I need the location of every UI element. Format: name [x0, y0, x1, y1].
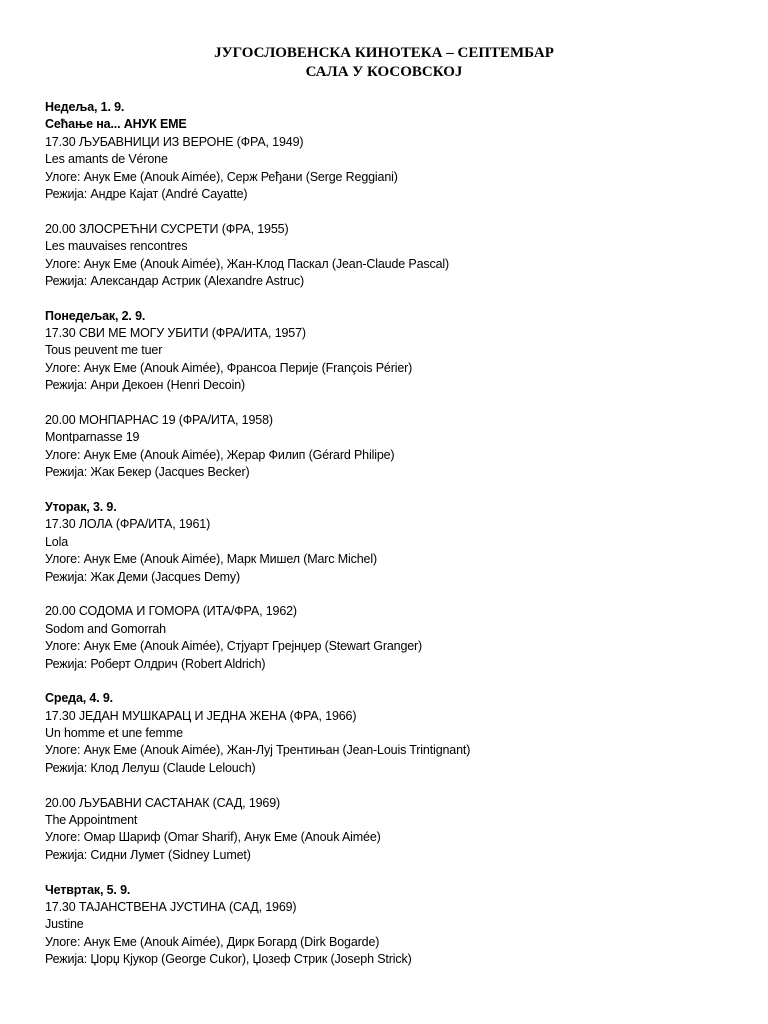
screening-cast: Улоге: Анук Еме (Anouk Aimée), Серж Ређани (Serge Reggiani): [45, 169, 398, 184]
screening-original-title: Justine: [45, 917, 84, 932]
screening-director: Режија: Џорџ Кјукор (George Cukor), Џозеф Стрик (Joseph Strick): [45, 952, 412, 967]
screening-director: Режија: Роберт Олдрич (Robert Aldrich): [45, 656, 266, 671]
screening-title: 20.00 ЗЛОСРЕЋНИ СУСРЕТИ (ФРА, 1955): [45, 221, 289, 236]
spacer: [45, 290, 745, 307]
day-date: Уторак, 3. 9.: [45, 499, 117, 514]
spacer: [45, 482, 745, 499]
day-block: [45, 882, 745, 969]
program-title: Сећање на... АНУК ЕМЕ: [45, 117, 187, 132]
day-date: Недеља, 1. 9.: [45, 100, 125, 114]
screening-cast: Улоге: Анук Еме (Anouk Aimée), Франсоа Перије (François Périer): [45, 360, 413, 375]
spacer: [45, 203, 745, 220]
screening-entry: [45, 221, 745, 291]
screening-original-title: Lola: [45, 534, 69, 549]
screening-original-title: Les amants de Vérone: [45, 152, 168, 167]
screening-entry: [45, 412, 745, 482]
day-date: Среда, 4. 9.: [45, 691, 113, 706]
screening-entry: [45, 603, 745, 673]
document-header: [0, 44, 768, 82]
screening-director: Режија: Андре Кајат (André Cayatte): [45, 186, 248, 201]
screening-cast: Улоге: Анук Еме (Anouk Aimée), Марк Мишел (Marc Michel): [45, 552, 377, 567]
screening-original-title: The Appointment: [45, 813, 138, 828]
spacer: [45, 586, 745, 603]
screening-original-title: Sodom and Gomorrah: [45, 621, 166, 636]
screening-title: 17.30 ЛОЛА (ФРА/ИТА, 1961): [45, 517, 211, 532]
screening-entry: [45, 708, 745, 778]
schedule: [45, 99, 745, 969]
document-subtitle: САЛА У КОСОВСКОЈ: [305, 64, 463, 80]
screening-cast: Улоге: Омар Шариф (Omar Sharif), Анук Еме (Anouk Aimée): [45, 830, 381, 845]
screening-director: Режија: Жак Бекер (Jacques Becker): [45, 465, 250, 480]
screening-cast: Улоге: Анук Еме (Anouk Aimée), Дирк Богард (Dirk Bogarde): [45, 934, 380, 949]
screening-original-title: Montparnasse 19: [45, 430, 140, 445]
screening-director: Режија: Жак Деми (Jacques Demy): [45, 569, 241, 584]
screening-director: Режија: Сидни Лумет (Sidney Lumet): [45, 847, 251, 862]
screening-original-title: Les mauvaises rencontres: [45, 239, 188, 254]
screening-entry: [45, 516, 745, 586]
day-date: Понедељак, 2. 9.: [45, 308, 146, 323]
screening-original-title: Tous peuvent me tuer: [45, 343, 163, 358]
day-block: [45, 99, 745, 308]
spacer: [45, 395, 745, 412]
screening-original-title: Un homme et une femme: [45, 726, 183, 741]
screening-title: 17.30 СВИ МЕ МОГУ УБИТИ (ФРА/ИТА, 1957): [45, 326, 306, 341]
screening-entry: [45, 134, 745, 204]
screening-title: 20.00 МОНПАРНАС 19 (ФРА/ИТА, 1958): [45, 413, 273, 428]
screening-entry: [45, 325, 745, 395]
screening-cast: Улоге: Анук Еме (Anouk Aimée), Жан-Клод Паскал (Jean-Claude Pascal): [45, 256, 450, 271]
screening-title: 17.30 ЈЕДАН МУШКАРАЦ И ЈЕДНА ЖЕНА (ФРА, 1966): [45, 708, 357, 723]
spacer: [45, 673, 745, 690]
screening-director: Режија: Александар Астрик (Alexandre Astruc): [45, 273, 304, 288]
screening-entry: [45, 795, 745, 865]
screening-director: Режија: Клод Лелуш (Claude Lelouch): [45, 760, 256, 775]
document-title: ЈУГОСЛОВЕНСКА КИНОТЕКА – СЕПТЕМБАР: [214, 45, 554, 61]
screening-title: 20.00 ЉУБАВНИ САСТАНАК (САД, 1969): [45, 795, 281, 810]
day-block: [45, 499, 745, 690]
screening-cast: Улоге: Анук Еме (Anouk Aimée), Жан-Луј Трентињан (Jean-Louis Trintignant): [45, 743, 471, 758]
screening-cast: Улоге: Анук Еме (Anouk Aimée), Жерар Филип (Gérard Philipe): [45, 447, 395, 462]
day-block: [45, 690, 745, 881]
day-date: Четвртак, 5. 9.: [45, 882, 131, 897]
spacer: [45, 864, 745, 881]
screening-cast: Улоге: Анук Еме (Anouk Aimée), Стјуарт Грејнџер (Stewart Granger): [45, 639, 423, 654]
screening-title: 20.00 СОДОМА И ГОМОРА (ИТА/ФРА, 1962): [45, 604, 297, 619]
screening-title: 17.30 ЉУБАВНИЦИ ИЗ ВЕРОНЕ (ФРА, 1949): [45, 134, 304, 149]
spacer: [45, 777, 745, 794]
screening-director: Режија: Анри Декоен (Henri Decoin): [45, 378, 246, 393]
screening-entry: [45, 899, 745, 969]
day-block: [45, 308, 745, 499]
screening-title: 17.30 ТАЈАНСТВЕНА ЈУСТИНА (САД, 1969): [45, 899, 297, 914]
